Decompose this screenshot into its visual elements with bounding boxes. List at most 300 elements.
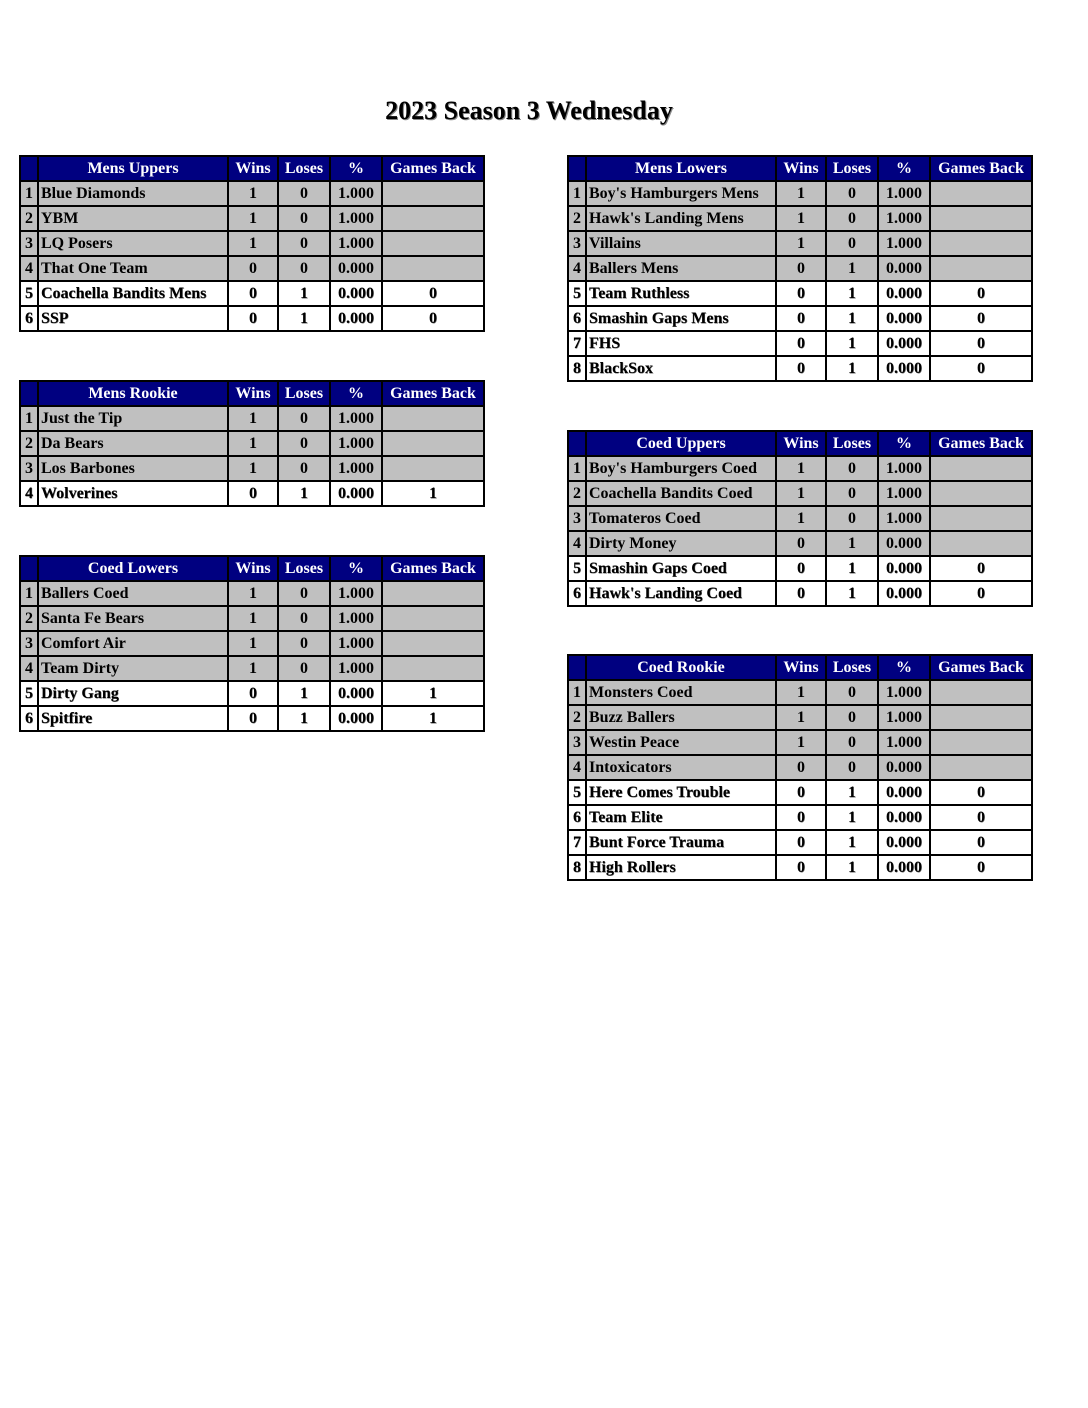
pct-cell: 0.000 — [330, 706, 382, 731]
loses-cell: 0 — [278, 231, 330, 256]
games-back-header: Games Back — [930, 655, 1032, 680]
team-name-cell: Boy's Hamburgers Coed — [586, 456, 776, 481]
loses-cell: 1 — [826, 281, 878, 306]
team-name-cell: Comfort Air — [38, 631, 228, 656]
team-name-cell: Tomateros Coed — [586, 506, 776, 531]
division-name: Mens Lowers — [586, 156, 776, 181]
pct-cell: 0.000 — [330, 481, 382, 506]
team-name-cell: YBM — [38, 206, 228, 231]
coed-rookie-table — [567, 654, 1033, 881]
table-row — [568, 805, 1032, 830]
rank-cell: 3 — [20, 631, 38, 656]
loses-cell: 0 — [826, 181, 878, 206]
loses-cell: 1 — [826, 331, 878, 356]
wins-cell: 0 — [776, 780, 826, 805]
loses-cell: 1 — [278, 681, 330, 706]
pct-cell: 1.000 — [878, 680, 930, 705]
team-name-cell: BlackSox — [586, 356, 776, 381]
wins-header: Wins — [228, 381, 278, 406]
rank-cell: 5 — [568, 281, 586, 306]
loses-header: Loses — [278, 156, 330, 181]
loses-cell: 0 — [278, 256, 330, 281]
loses-cell: 1 — [826, 805, 878, 830]
team-name-cell: Boy's Hamburgers Mens — [586, 181, 776, 206]
wins-header: Wins — [228, 156, 278, 181]
wins-cell: 1 — [228, 581, 278, 606]
team-name-cell: SSP — [38, 306, 228, 331]
table-row — [568, 855, 1032, 880]
games-back-cell: 0 — [930, 805, 1032, 830]
pct-header: % — [330, 381, 382, 406]
loses-cell: 1 — [826, 780, 878, 805]
games-back-header: Games Back — [930, 156, 1032, 181]
table-row — [568, 281, 1032, 306]
pct-cell: 1.000 — [330, 406, 382, 431]
table-row — [20, 606, 484, 631]
pct-cell: 1.000 — [330, 456, 382, 481]
rank-cell: 4 — [568, 755, 586, 780]
pct-cell: 0.000 — [878, 331, 930, 356]
games-back-header: Games Back — [382, 381, 484, 406]
games-back-cell: 1 — [382, 481, 484, 506]
rank-header — [20, 556, 38, 581]
games-back-cell — [930, 755, 1032, 780]
games-back-cell — [382, 406, 484, 431]
rank-header — [568, 655, 586, 680]
pct-cell: 0.000 — [330, 681, 382, 706]
table-row — [20, 256, 484, 281]
table-row — [568, 680, 1032, 705]
rank-cell: 4 — [568, 256, 586, 281]
division-name: Coed Rookie — [586, 655, 776, 680]
games-back-cell — [382, 206, 484, 231]
loses-cell: 1 — [826, 581, 878, 606]
rank-cell: 3 — [20, 456, 38, 481]
team-name-cell: Los Barbones — [38, 456, 228, 481]
games-back-cell: 0 — [930, 356, 1032, 381]
games-back-cell: 0 — [930, 306, 1032, 331]
games-back-cell — [382, 656, 484, 681]
table-row — [20, 231, 484, 256]
rank-cell: 7 — [568, 830, 586, 855]
loses-cell: 1 — [826, 531, 878, 556]
rank-cell: 4 — [20, 256, 38, 281]
page-title: 2023 Season 3 Wednesday — [385, 96, 673, 125]
table-row — [568, 556, 1032, 581]
loses-cell: 0 — [826, 705, 878, 730]
pct-cell: 1.000 — [878, 730, 930, 755]
pct-cell: 0.000 — [330, 281, 382, 306]
pct-cell: 1.000 — [878, 705, 930, 730]
loses-cell: 0 — [278, 206, 330, 231]
pct-cell: 0.000 — [878, 855, 930, 880]
division-name: Coed Uppers — [586, 431, 776, 456]
table-row — [568, 506, 1032, 531]
wins-cell: 0 — [776, 755, 826, 780]
loses-cell: 0 — [278, 581, 330, 606]
rank-cell: 8 — [568, 356, 586, 381]
wins-cell: 0 — [776, 356, 826, 381]
team-name-cell: Smashin Gaps Coed — [586, 556, 776, 581]
games-back-cell — [930, 730, 1032, 755]
team-name-cell: Team Dirty — [38, 656, 228, 681]
rank-header — [20, 381, 38, 406]
games-back-cell: 0 — [930, 556, 1032, 581]
games-back-cell — [930, 705, 1032, 730]
loses-cell: 1 — [278, 481, 330, 506]
games-back-cell — [930, 506, 1032, 531]
wins-cell: 1 — [228, 181, 278, 206]
team-name-cell: Coachella Bandits Mens — [38, 281, 228, 306]
wins-header: Wins — [776, 156, 826, 181]
team-name-cell: Intoxicators — [586, 755, 776, 780]
rank-cell: 4 — [568, 531, 586, 556]
wins-cell: 0 — [776, 855, 826, 880]
team-name-cell: Hawk's Landing Mens — [586, 206, 776, 231]
wins-cell: 1 — [228, 206, 278, 231]
wins-cell: 1 — [228, 406, 278, 431]
team-name-cell: Villains — [586, 231, 776, 256]
rank-cell: 6 — [568, 581, 586, 606]
loses-cell: 0 — [278, 431, 330, 456]
pct-cell: 0.000 — [878, 256, 930, 281]
rank-cell: 2 — [568, 481, 586, 506]
games-back-cell — [930, 456, 1032, 481]
pct-header: % — [330, 556, 382, 581]
team-name-cell: LQ Posers — [38, 231, 228, 256]
wins-cell: 1 — [776, 680, 826, 705]
table-row — [568, 730, 1032, 755]
table-row — [20, 681, 484, 706]
pct-cell: 0.000 — [878, 755, 930, 780]
loses-cell: 0 — [826, 755, 878, 780]
table-row — [568, 356, 1032, 381]
table-row — [568, 780, 1032, 805]
rank-cell: 1 — [20, 181, 38, 206]
wins-cell: 1 — [776, 481, 826, 506]
wins-cell: 1 — [776, 181, 826, 206]
loses-header: Loses — [278, 381, 330, 406]
loses-cell: 0 — [826, 481, 878, 506]
table-row — [20, 656, 484, 681]
team-name-cell: Blue Diamonds — [38, 181, 228, 206]
pct-cell: 1.000 — [878, 206, 930, 231]
table-row — [568, 231, 1032, 256]
pct-cell: 0.000 — [878, 805, 930, 830]
rank-cell: 6 — [568, 306, 586, 331]
team-name-cell: Dirty Gang — [38, 681, 228, 706]
pct-cell: 0.000 — [878, 830, 930, 855]
mens-uppers-table — [19, 155, 485, 332]
games-back-cell: 0 — [930, 331, 1032, 356]
rank-cell: 5 — [568, 780, 586, 805]
games-back-cell: 0 — [382, 306, 484, 331]
team-name-cell: Team Elite — [586, 805, 776, 830]
rank-cell: 3 — [20, 231, 38, 256]
wins-header: Wins — [776, 655, 826, 680]
games-back-cell — [382, 456, 484, 481]
wins-cell: 1 — [228, 631, 278, 656]
wins-cell: 0 — [776, 581, 826, 606]
division-name: Mens Rookie — [38, 381, 228, 406]
wins-cell: 1 — [228, 606, 278, 631]
team-name-cell: FHS — [586, 331, 776, 356]
pct-cell: 1.000 — [330, 581, 382, 606]
rank-cell: 1 — [568, 181, 586, 206]
rank-cell: 5 — [20, 681, 38, 706]
coed-lowers-table — [19, 555, 485, 732]
table-row — [568, 755, 1032, 780]
pct-cell: 1.000 — [330, 606, 382, 631]
wins-cell: 0 — [228, 306, 278, 331]
team-name-cell: Ballers Mens — [586, 256, 776, 281]
team-name-cell: Bunt Force Trauma — [586, 830, 776, 855]
table-row — [568, 331, 1032, 356]
mens-rookie-table — [19, 380, 485, 507]
pct-cell: 0.000 — [330, 256, 382, 281]
wins-cell: 0 — [776, 256, 826, 281]
table-row — [568, 181, 1032, 206]
games-back-cell — [930, 231, 1032, 256]
loses-cell: 0 — [278, 631, 330, 656]
table-row — [568, 256, 1032, 281]
rank-cell: 7 — [568, 331, 586, 356]
rank-cell: 1 — [20, 581, 38, 606]
pct-cell: 1.000 — [878, 456, 930, 481]
pct-cell: 0.000 — [878, 281, 930, 306]
header-row — [568, 156, 1032, 181]
rank-cell: 2 — [20, 606, 38, 631]
games-back-cell — [382, 606, 484, 631]
games-back-cell — [382, 581, 484, 606]
table-row — [568, 531, 1032, 556]
table-row — [20, 456, 484, 481]
wins-cell: 0 — [228, 281, 278, 306]
wins-cell: 0 — [776, 830, 826, 855]
rank-cell: 1 — [20, 406, 38, 431]
loses-cell: 0 — [826, 506, 878, 531]
table-row — [20, 281, 484, 306]
loses-header: Loses — [826, 655, 878, 680]
loses-header: Loses — [826, 156, 878, 181]
rank-cell: 3 — [568, 730, 586, 755]
games-back-cell — [382, 631, 484, 656]
loses-cell: 0 — [278, 181, 330, 206]
games-back-cell: 1 — [382, 681, 484, 706]
team-name-cell: Here Comes Trouble — [586, 780, 776, 805]
table-row — [20, 631, 484, 656]
loses-cell: 0 — [278, 456, 330, 481]
rank-cell: 1 — [568, 456, 586, 481]
games-back-cell — [382, 181, 484, 206]
rank-cell: 2 — [20, 431, 38, 456]
wins-cell: 1 — [228, 656, 278, 681]
pct-cell: 0.000 — [878, 356, 930, 381]
team-name-cell: Ballers Coed — [38, 581, 228, 606]
table-row — [20, 306, 484, 331]
wins-cell: 0 — [228, 481, 278, 506]
pct-header: % — [878, 431, 930, 456]
rank-cell: 4 — [20, 656, 38, 681]
table-row — [568, 705, 1032, 730]
team-name-cell: Monsters Coed — [586, 680, 776, 705]
pct-cell: 1.000 — [330, 656, 382, 681]
team-name-cell: Da Bears — [38, 431, 228, 456]
wins-header: Wins — [776, 431, 826, 456]
rank-cell: 2 — [20, 206, 38, 231]
rank-header — [568, 156, 586, 181]
table-row — [20, 706, 484, 731]
rank-header — [20, 156, 38, 181]
rank-cell: 1 — [568, 680, 586, 705]
loses-cell: 0 — [826, 206, 878, 231]
loses-cell: 0 — [826, 231, 878, 256]
team-name-cell: That One Team — [38, 256, 228, 281]
wins-cell: 0 — [228, 706, 278, 731]
games-back-cell — [382, 231, 484, 256]
pct-header: % — [878, 156, 930, 181]
table-row — [568, 481, 1032, 506]
table-row — [568, 830, 1032, 855]
division-name: Coed Lowers — [38, 556, 228, 581]
header-row — [20, 556, 484, 581]
rank-cell: 5 — [568, 556, 586, 581]
pct-cell: 0.000 — [878, 780, 930, 805]
loses-cell: 1 — [826, 855, 878, 880]
pct-cell: 0.000 — [878, 531, 930, 556]
team-name-cell: Spitfire — [38, 706, 228, 731]
wins-cell: 0 — [228, 681, 278, 706]
rank-cell: 5 — [20, 281, 38, 306]
table-row — [20, 481, 484, 506]
team-name-cell: Smashin Gaps Mens — [586, 306, 776, 331]
games-back-cell: 0 — [930, 780, 1032, 805]
games-back-cell — [930, 181, 1032, 206]
table-row — [20, 181, 484, 206]
table-row — [20, 581, 484, 606]
rank-cell: 6 — [20, 706, 38, 731]
loses-cell: 0 — [278, 606, 330, 631]
team-name-cell: Team Ruthless — [586, 281, 776, 306]
games-back-cell: 1 — [382, 706, 484, 731]
loses-cell: 1 — [278, 281, 330, 306]
team-name-cell: Buzz Ballers — [586, 705, 776, 730]
table-row — [20, 406, 484, 431]
loses-header: Loses — [826, 431, 878, 456]
loses-cell: 1 — [278, 706, 330, 731]
loses-cell: 1 — [278, 306, 330, 331]
coed-uppers-table — [567, 430, 1033, 607]
team-name-cell: Coachella Bandits Coed — [586, 481, 776, 506]
loses-cell: 0 — [826, 730, 878, 755]
pct-cell: 1.000 — [330, 631, 382, 656]
rank-cell: 3 — [568, 231, 586, 256]
team-name-cell: Westin Peace — [586, 730, 776, 755]
games-back-cell — [382, 431, 484, 456]
pct-cell: 1.000 — [878, 506, 930, 531]
wins-cell: 1 — [776, 206, 826, 231]
rank-cell: 4 — [20, 481, 38, 506]
games-back-cell — [930, 680, 1032, 705]
rank-cell: 6 — [20, 306, 38, 331]
pct-cell: 1.000 — [330, 206, 382, 231]
wins-cell: 0 — [776, 306, 826, 331]
division-name: Mens Uppers — [38, 156, 228, 181]
loses-cell: 1 — [826, 306, 878, 331]
header-row — [20, 156, 484, 181]
team-name-cell: Wolverines — [38, 481, 228, 506]
games-back-cell — [930, 531, 1032, 556]
loses-cell: 1 — [826, 256, 878, 281]
pct-header: % — [330, 156, 382, 181]
table-row — [20, 206, 484, 231]
games-back-header: Games Back — [930, 431, 1032, 456]
wins-cell: 0 — [776, 531, 826, 556]
wins-cell: 0 — [776, 331, 826, 356]
wins-cell: 1 — [228, 231, 278, 256]
team-name-cell: Dirty Money — [586, 531, 776, 556]
pct-cell: 1.000 — [330, 181, 382, 206]
games-back-cell — [930, 206, 1032, 231]
wins-cell: 1 — [776, 506, 826, 531]
wins-cell: 1 — [228, 456, 278, 481]
rank-cell: 2 — [568, 206, 586, 231]
table-row — [568, 306, 1032, 331]
loses-cell: 1 — [826, 830, 878, 855]
team-name-cell: Just the Tip — [38, 406, 228, 431]
team-name-cell: Santa Fe Bears — [38, 606, 228, 631]
pct-cell: 1.000 — [330, 231, 382, 256]
loses-cell: 0 — [278, 406, 330, 431]
pct-cell: 0.000 — [878, 581, 930, 606]
table-row — [568, 456, 1032, 481]
loses-cell: 1 — [826, 556, 878, 581]
wins-cell: 1 — [776, 730, 826, 755]
table-row — [568, 581, 1032, 606]
pct-cell: 1.000 — [330, 431, 382, 456]
pct-cell: 0.000 — [878, 556, 930, 581]
pct-cell: 1.000 — [878, 231, 930, 256]
pct-cell: 0.000 — [330, 306, 382, 331]
pct-cell: 1.000 — [878, 181, 930, 206]
wins-cell: 0 — [776, 281, 826, 306]
games-back-cell: 0 — [930, 855, 1032, 880]
wins-cell: 0 — [228, 256, 278, 281]
games-back-header: Games Back — [382, 556, 484, 581]
pct-cell: 0.000 — [878, 306, 930, 331]
pct-header: % — [878, 655, 930, 680]
header-row — [568, 431, 1032, 456]
mens-lowers-table — [567, 155, 1033, 382]
rank-cell: 6 — [568, 805, 586, 830]
rank-cell: 3 — [568, 506, 586, 531]
table-row — [20, 431, 484, 456]
wins-header: Wins — [228, 556, 278, 581]
games-back-cell: 0 — [382, 281, 484, 306]
wins-cell: 0 — [776, 556, 826, 581]
rank-cell: 2 — [568, 705, 586, 730]
wins-cell: 1 — [776, 705, 826, 730]
wins-cell: 1 — [776, 456, 826, 481]
loses-cell: 1 — [826, 356, 878, 381]
loses-cell: 0 — [826, 680, 878, 705]
team-name-cell: High Rollers — [586, 855, 776, 880]
games-back-cell: 0 — [930, 281, 1032, 306]
wins-cell: 1 — [776, 231, 826, 256]
wins-cell: 0 — [776, 805, 826, 830]
wins-cell: 1 — [228, 431, 278, 456]
table-row — [568, 206, 1032, 231]
